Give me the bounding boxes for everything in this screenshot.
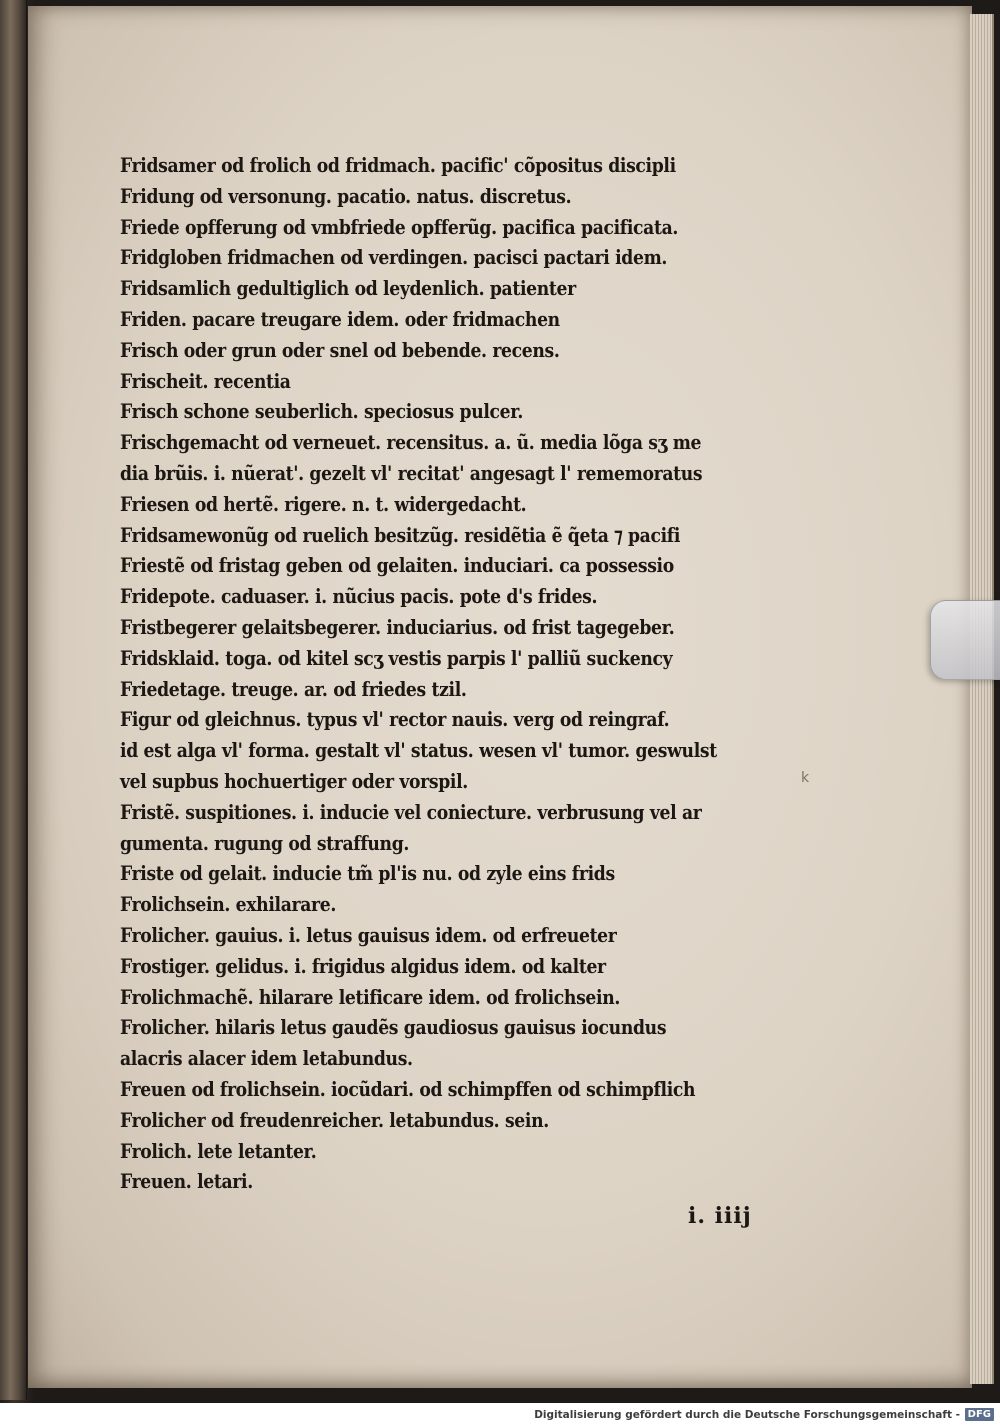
text-line: Fridsamewonũg od ruelich besitzũg. residẽtia ẽ q̃eta ⁊ pacifi bbox=[120, 522, 681, 547]
text-block bbox=[120, 150, 800, 1197]
text-line: Fridsamer od frolich od fridmach. pacific' cõpositus discipli bbox=[120, 153, 676, 177]
text-line: gumenta. rugung od straffung. bbox=[120, 830, 410, 855]
text-line: dia brũis. i. nũerat'. gezelt vl' recitat' angesagt l' rememoratus bbox=[120, 460, 703, 485]
text-line: Friestẽ od fristag geben od gelaiten. induciari. ca possessio bbox=[120, 553, 674, 578]
text-line: Frischgemacht od verneuet. recensitus. a. ũ. media lõga sʒ me bbox=[120, 430, 702, 455]
text-line: Friedetage. treuge. ar. od friedes tzil. bbox=[120, 676, 467, 701]
text-line: Frolicher. hilaris letus gaudẽs gaudiosus gauisus iocundus bbox=[120, 1015, 667, 1040]
text-line: Frolicher od freudenreicher. letabundus. sein. bbox=[120, 1107, 549, 1132]
margin-pencil-mark: k bbox=[801, 770, 810, 786]
dfg-logo-icon: DFG bbox=[965, 1408, 994, 1421]
text-line: Frolicher. gauius. i. letus gauisus idem. od erfreueter bbox=[120, 922, 617, 947]
page-clip bbox=[930, 600, 1000, 680]
text-line: alacris alacer idem letabundus. bbox=[120, 1046, 413, 1071]
text-line: Friste od gelait. inducie tm̃ pl'is nu. od zyle eins frids bbox=[120, 861, 615, 886]
footer-credit-text: Digitalisierung gefördert durch die Deutsche Forschungsgemeinschaft - bbox=[534, 1409, 960, 1421]
page-stack-edge bbox=[970, 14, 994, 1384]
text-line: Freuen od frolichsein. iocũdari. od schimpffen od schimpflich bbox=[120, 1076, 696, 1101]
text-line: Figur od gleichnus. typus vl' rector nauis. verg od reingraf. bbox=[120, 707, 670, 732]
text-line: Frisch schone seuberlich. speciosus pulcer. bbox=[120, 399, 524, 424]
text-line: Fridsklaid. toga. od kitel scʒ vestis parpis l' palliũ suckency bbox=[120, 645, 673, 670]
text-line: Fridgloben fridmachen od verdingen. pacisci pactari idem. bbox=[120, 245, 668, 270]
text-line: Frischeit. recentia bbox=[120, 368, 291, 393]
text-line: Fristẽ. suspitiones. i. inducie vel coniecture. verbrusung vel ar bbox=[120, 799, 702, 824]
folio-signature: i. iiij bbox=[688, 1203, 752, 1229]
text-line: Friesen od hertẽ. rigere. n. t. widergedacht. bbox=[120, 491, 527, 516]
text-line: Fridsamlich gedultiglich od leydenlich. patienter bbox=[120, 276, 576, 301]
text-line: Fristbegerer gelaitsbegerer. induciarius. od frist tagegeber. bbox=[120, 614, 675, 639]
text-line: Fridung od versonung. pacatio. natus. discretus. bbox=[120, 183, 572, 208]
text-line: Fridepote. caduaser. i. nũcius pacis. pote d's frides. bbox=[120, 584, 598, 609]
text-line: vel supbus hochuertiger oder vorspil. bbox=[120, 768, 468, 793]
text-line: Frolichmachẽ. hilarare letificare idem. od frolichsein. bbox=[120, 984, 621, 1009]
text-line: Frostiger. gelidus. i. frigidus algidus idem. od kalter bbox=[120, 953, 606, 978]
text-line: Frolich. lete letanter. bbox=[120, 1138, 317, 1163]
digitization-footer bbox=[0, 1403, 1000, 1425]
text-line: Friden. pacare treugare idem. oder fridmachen bbox=[120, 306, 560, 331]
text-line: Frolichsein. exhilarare. bbox=[120, 892, 336, 917]
previous-page-edge bbox=[0, 0, 27, 1400]
text-line: Freuen. letari. bbox=[120, 1169, 253, 1194]
text-line: Friede opfferung od vmbfriede opfferũg. pacifica pacificata. bbox=[120, 214, 679, 239]
text-line: id est alga vl' forma. gestalt vl' status. wesen vl' tumor. geswulst bbox=[120, 738, 717, 763]
text-line: Frisch oder grun oder snel od bebende. recens. bbox=[120, 337, 560, 362]
